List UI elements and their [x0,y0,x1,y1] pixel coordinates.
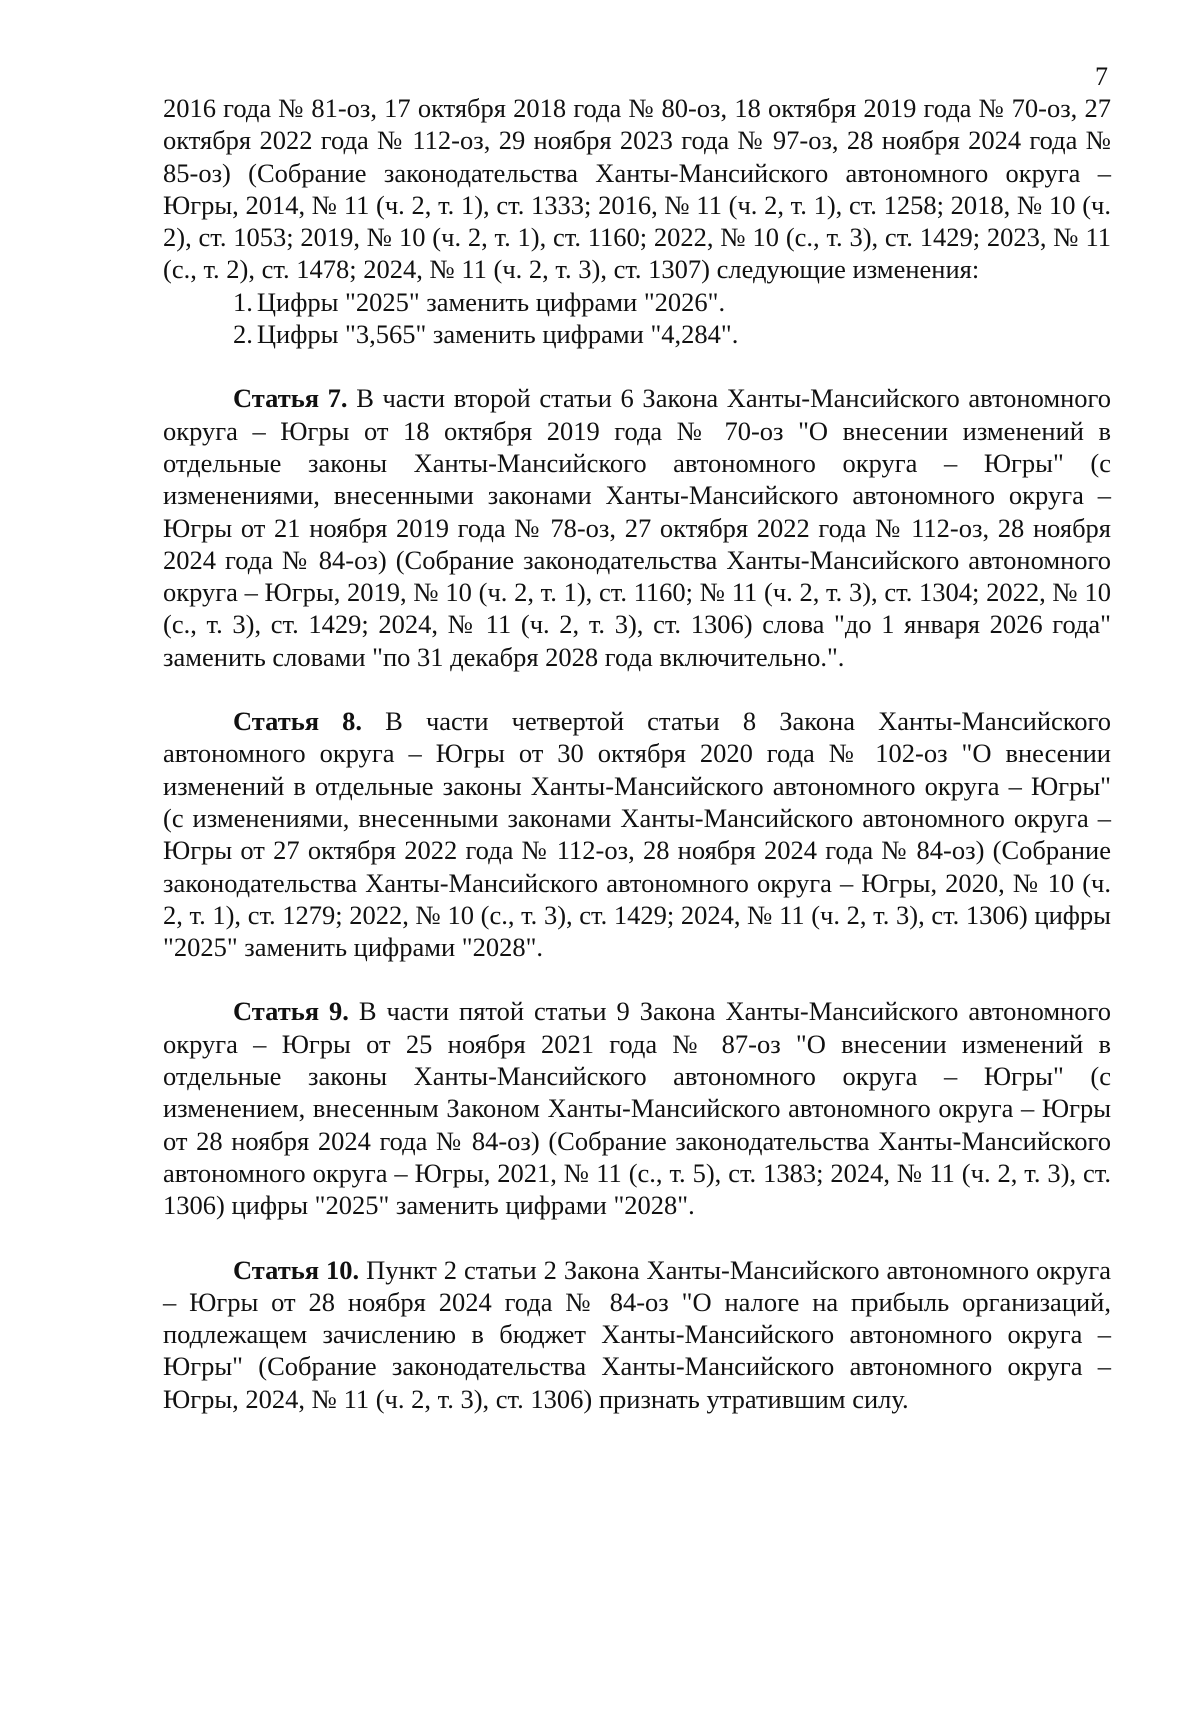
article-9 [163,995,1111,1221]
page-number: 7 [1095,62,1108,91]
change-item-text: Цифры "2025" заменить цифрами "2026". [256,286,726,317]
change-item-text: Цифры "3,565" заменить цифрами "4,284". [256,319,739,350]
article-text: В части четвертой статьи 8 Закона Ханты-Мансийского автономного округа – Югры от 30 октября 2020 года № 102-оз "О внесении изменений в отдельные законы Ханты-Мансийского автономного округа – Югры" (с изменениями, внесенными законами Ханты-Мансийского автономного округа – Югры от 27 октября 2022 года № 112-оз, 28 ноября 2024 года № 84-оз) (Собрание законодательства Ханты-Мансийского автономного округа – Югры, 2020, № 10 (ч. 2, т. 1), ст. 1279; 2022, № 10 (с., т. 3), ст. 1429; 2024, № 11 (ч. 2, т. 3), ст. 1306) цифры "2025" заменить цифрами "2028". [163,706,1112,963]
article-label: Статья 8. [233,706,363,737]
change-item-number: 2. [233,319,253,350]
article-7 [163,382,1111,673]
document-body [163,92,1111,1415]
article-label: Статья 10. [233,1254,360,1285]
article-8 [163,705,1111,963]
change-item [163,286,1111,318]
intro-paragraph: 2016 года № 81-оз, 17 октября 2018 года № 80-оз, 18 октября 2019 года № 70-оз, 27 октября 2022 года № 112-оз, 29 ноября 2023 года № 97-оз, 28 ноября 2024 года № 85-оз) (Собрание законодательства Ханты-Мансийского автономного округа – Югры, 2014, № 11 (ч. 2, т. 1), ст. 1333; 2016, № 11 (ч. 2, т. 1), ст. 1258; 2018, № 10 (ч. 2), ст. 1053; 2019, № 10 (ч. 2, т. 1), ст. 1160; 2022, № 10 (с., т. 3), ст. 1429; 2023, № 11 (с., т. 2), ст. 1478; 2024, № 11 (ч. 2, т. 3), ст. 1307) следующие изменения: [163,93,1111,285]
article-label: Статья 9. [233,996,349,1027]
article-text: В части второй статьи 6 Закона Ханты-Мансийского автономного округа – Югры от 18 октября 2019 года № 70-оз "О внесении изменений в отдельные законы Ханты-Мансийского автономного округа – Югры" (с изменениями, внесенными законами Ханты-Мансийского автономного округа – Югры от 21 ноября 2019 года № 78-оз, 27 октября 2022 года № 112-оз, 28 ноября 2024 года № 84-оз) (Собрание законодательства Ханты-Мансийского автономного округа – Югры, 2019, № 10 (ч. 2, т. 1), ст. 1160; № 11 (ч. 2, т. 3), ст. 1304; 2022, № 10 (с., т. 3), ст. 1429; 2024, № 11 (ч. 2, т. 3), ст. 1306) слова "до 1 января 2026 года" заменить словами "по 31 декабря 2028 года включительно.". [163,383,1112,672]
article-10 [163,1254,1111,1415]
article-label: Статья 7. [233,383,348,414]
article-text: Пункт 2 статьи 2 Закона Ханты-Мансийского автономного округа – Югры от 28 ноября 2024 года № 84-оз "О налоге на прибыль организаций, подлежащем зачислению в бюджет Ханты-Мансийского автономного округа – Югры" (Собрание законодательства Ханты-Мансийского автономного округа – Югры, 2024, № 11 (ч. 2, т. 3), ст. 1306) признать утратившим силу. [163,1254,1112,1414]
change-item-number: 1. [233,286,253,317]
article-text: В части пятой статьи 9 Закона Ханты-Мансийского автономного округа – Югры от 25 ноября 2021 года № 87-оз "О внесении изменений в отдельные законы Ханты-Мансийского автономного округа – Югры" (с изменением, внесенным Законом Ханты-Мансийского автономного округа – Югры от 28 ноября 2024 года № 84-оз) (Собрание законодательства Ханты-Мансийского автономного округа – Югры, 2021, № 11 (с., т. 5), ст. 1383; 2024, № 11 (ч. 2, т. 3), ст. 1306) цифры "2025" заменить цифрами "2028". [163,996,1112,1221]
change-item [163,318,1111,350]
